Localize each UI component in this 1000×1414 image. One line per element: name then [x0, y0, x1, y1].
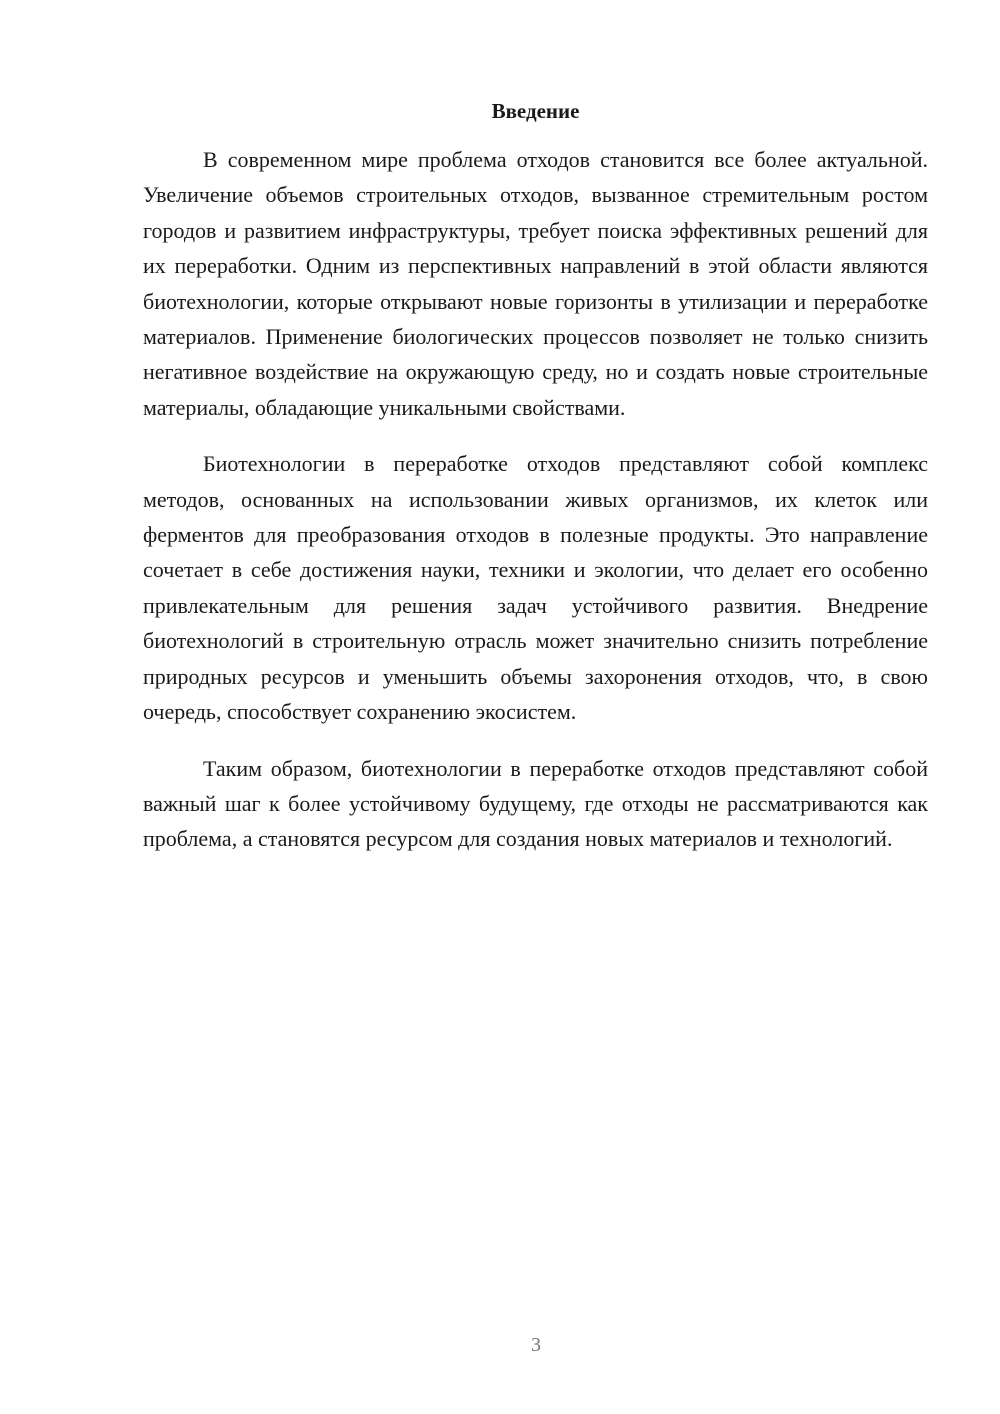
paragraph-3: Таким образом, биотехнологии в переработке отходов представляют собой важный шаг к более устойчивому будущему, где отходы не рассматриваются как проблема, а становятся ресурсом для создания новых материалов и технологий.	[143, 755, 928, 852]
section-heading: Введение	[491, 99, 580, 123]
paragraph-1: В современном мире проблема отходов становится все более актуальной. Увеличение объемов строительных отходов, вызванное стремительным ростом городов и развитием инфраструктуры, требует поиска эффективных решений для их переработки. Одним из перспективных направлений в этой области являются биотехнологии, которые открывают новые горизонты в утилизации и переработке материалов. Применение биологических процессов позволяет не только снизить негативное воздействие на окружающую среду, но и создать новые строительные материалы, обладающие уникальными свойствами.	[143, 147, 928, 420]
page-content	[143, 94, 928, 878]
page-number: 3	[531, 1334, 541, 1356]
paragraph-2: Биотехнологии в переработке отходов представляют собой комплекс методов, основанных на использовании живых организмов, их клеток или ферментов для преобразования отходов в полезные продукты. Это направление сочетает в себе достижения науки, техники и экологии, что делает его особенно привлекательным для решения задач устойчивого развития. Внедрение биотехнологий в строительную отрасль может значительно снизить потребление природных ресурсов и уменьшить объемы захоронения отходов, что, в свою очередь, способствует сохранению экосистем.	[143, 451, 928, 725]
